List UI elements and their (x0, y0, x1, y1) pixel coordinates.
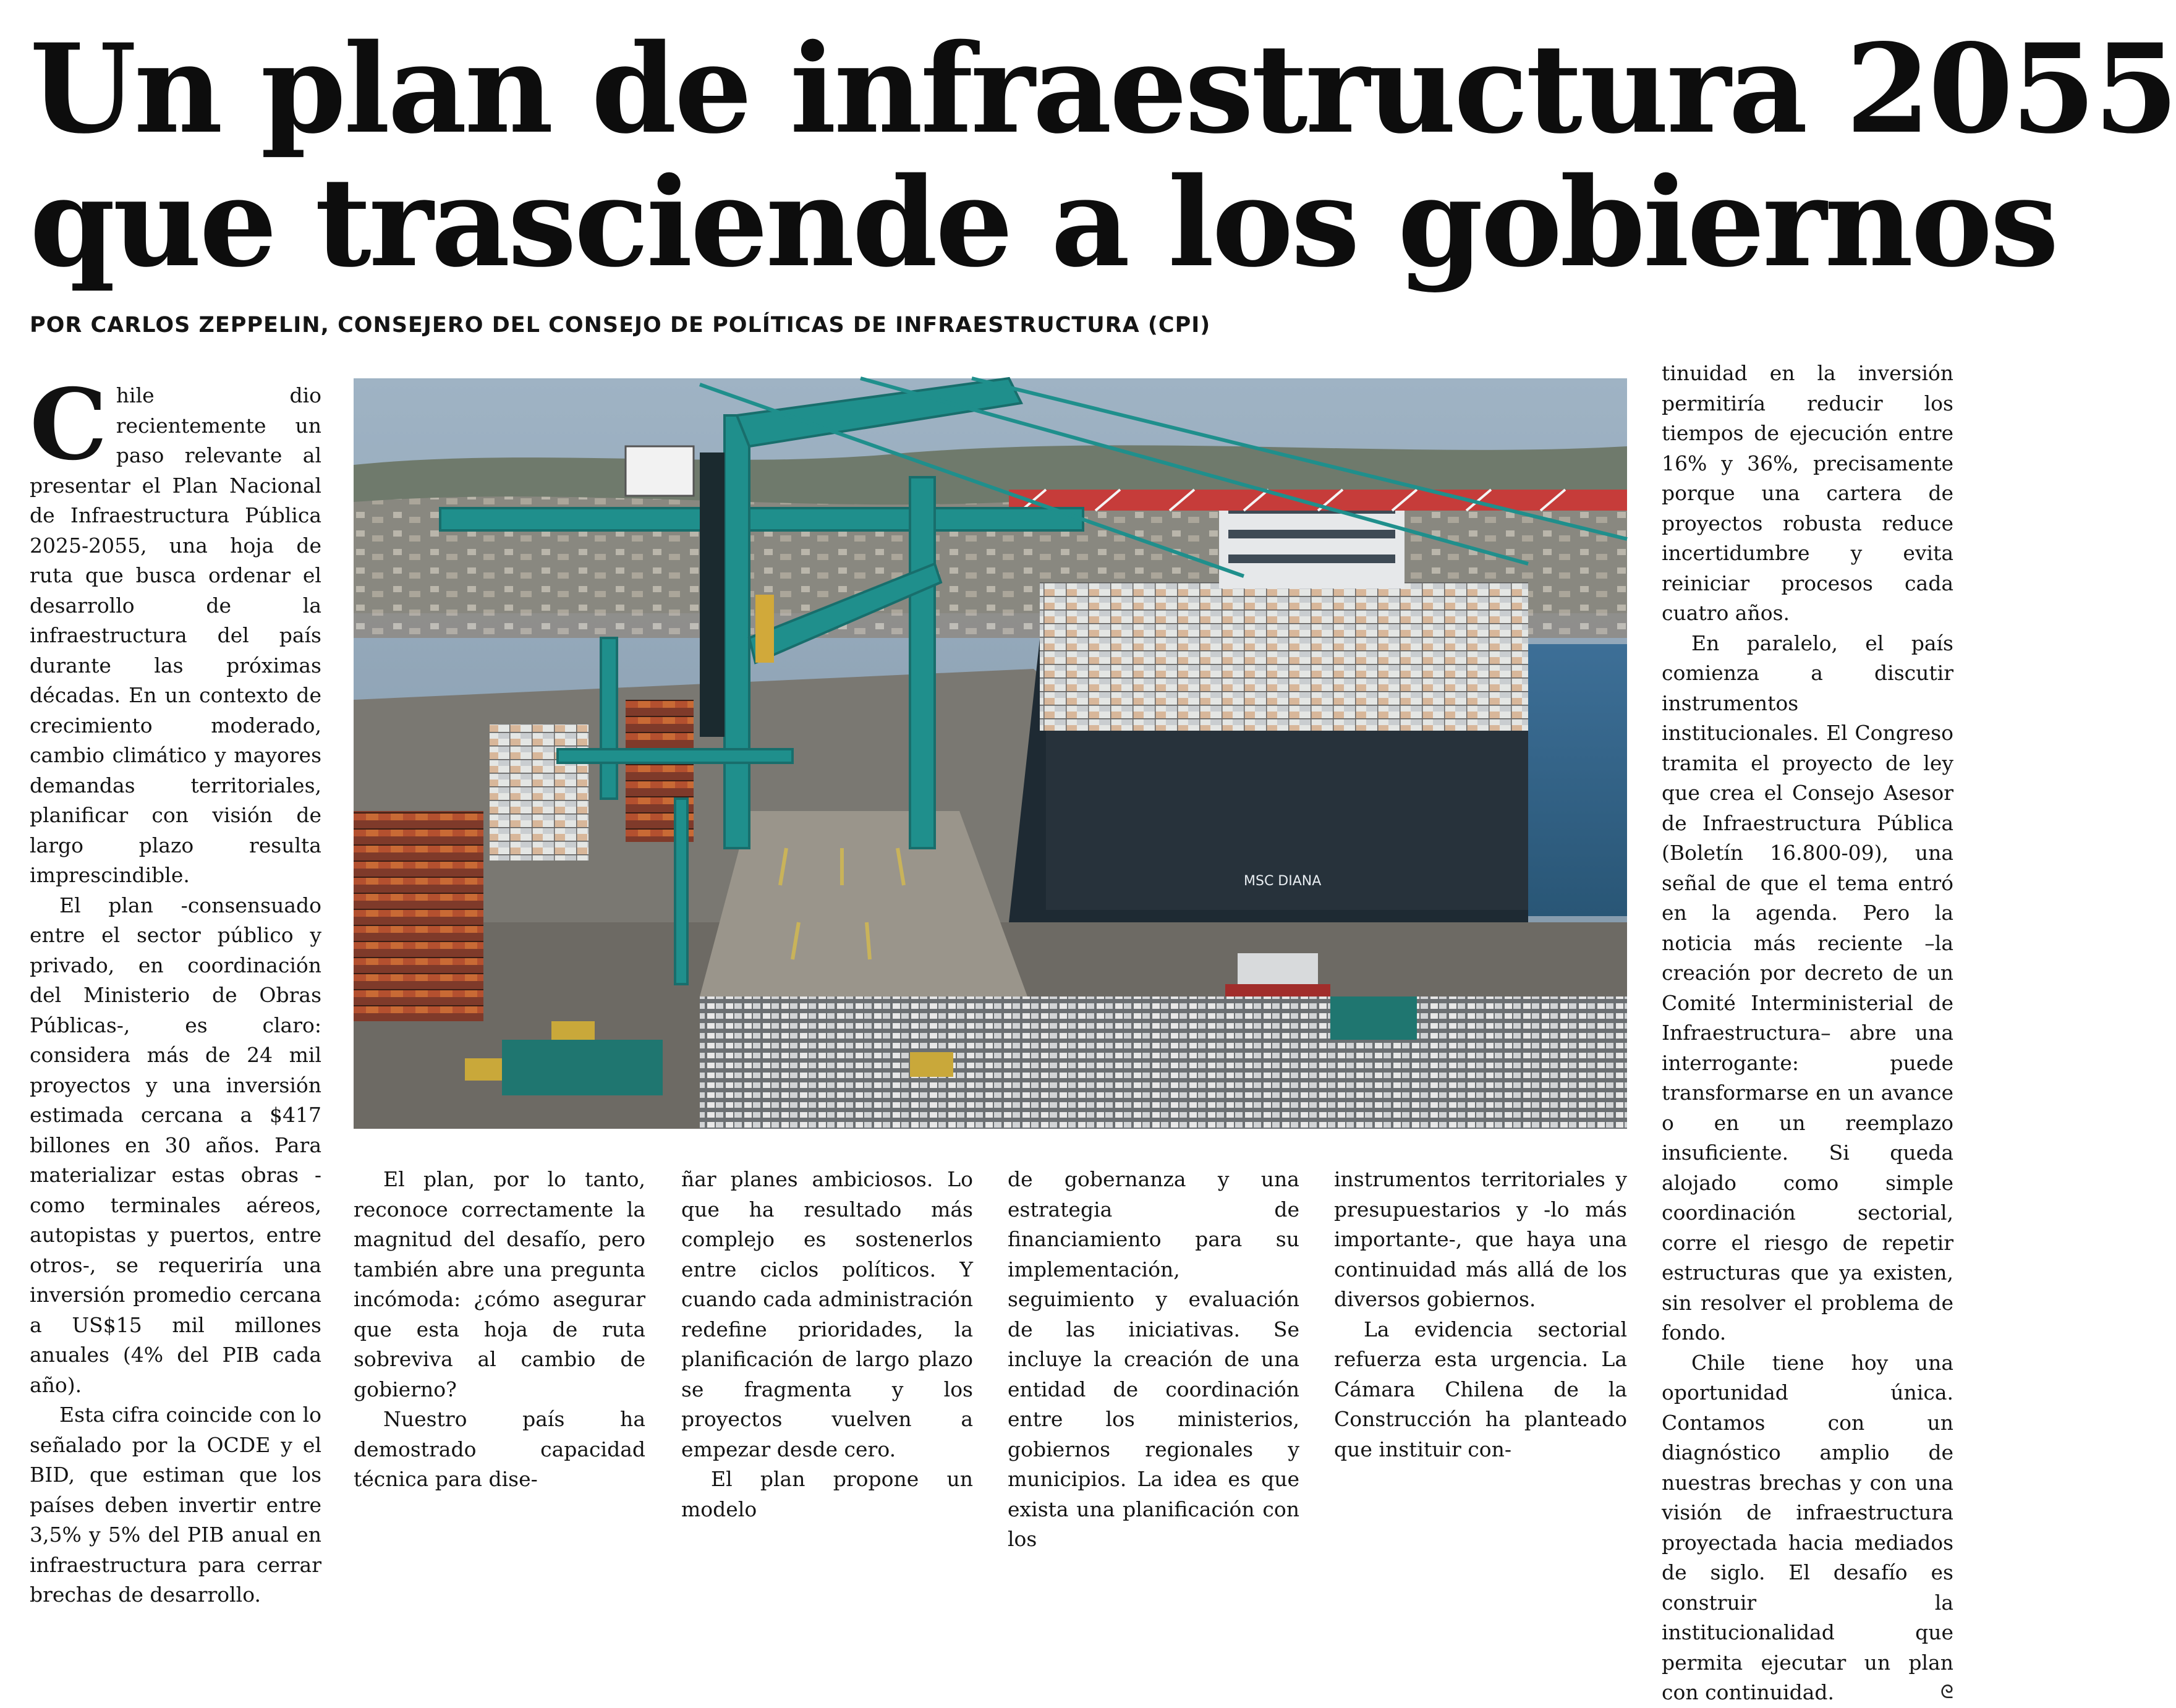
headline-line-1: Un plan de infraestructura 2055 (30, 17, 2176, 161)
article-column-2 (354, 1165, 645, 1491)
paragraph-12: En paralelo, el país comienza a discutir instrumentos institucionales. El Congreso tramita el proyecto de ley que crea el Consejo Asesor de Infraestructura Pública (Boletín 16.800-09), una señal de que el tema entró en la agenda. Pero la noticia más reciente –la creación por decreto de un Comité Interministerial de Infraestructura– abre una interrogante: puede transformarse en un avance o en un reemplazo insuficiente. Si queda alojado como simple coordinación sectorial, corre el riesgo de repetir estructuras que ya existen, sin resolver el problema de fondo. (1662, 631, 1953, 1345)
paragraph-11: tinuidad en la inversión permitiría reducir los tiempos de ejecución entre 16% y 36%, precisamente porque una cartera de proyectos robusta reduce incertidumbre y evita reiniciar procesos cada cuatro años. (1662, 361, 1953, 625)
article-column-4 (1008, 1165, 1299, 1551)
headline (30, 17, 2176, 294)
paragraph-6: ñar planes ambiciosos. Lo que ha resultado más complejo es sostenerlos entre ciclos políticos. Y cuando cada administración redefine prioridades, la planificación de largo plazo se fragmenta y los proyectos vuelven a empezar desde cero. (681, 1167, 973, 1461)
ship-name-text: MSC DIANA (1244, 873, 1322, 889)
container-port-illustration (354, 378, 1627, 1129)
paragraph-7: El plan propone un modelo (681, 1467, 973, 1521)
paragraph-9: instrumentos territoriales y presupuestarios y -lo más importante-, que haya una continuidad más allá de los diversos gobiernos. (1334, 1167, 1627, 1311)
article-column-5 (1334, 1165, 1627, 1461)
paragraph-5: Nuestro país ha demostrado capacidad técnica para dise- (354, 1407, 645, 1491)
drop-cap: C (30, 368, 108, 482)
port-photo (354, 378, 1627, 1129)
end-of-article-icon: ᘓ (1940, 1681, 1953, 1703)
byline: POR CARLOS ZEPPELIN, CONSEJERO DEL CONSEJO DE POLÍTICAS DE INFRAESTRUCTURA (CPI) (30, 313, 1211, 338)
paragraph-10: La evidencia sectorial refuerza esta urgencia. La Cámara Chilena de la Construcción ha planteado que instituir con- (1334, 1317, 1627, 1461)
headline-line-2: que trasciende a los gobiernos (30, 150, 2057, 294)
paragraph-8: de gobernanza y una estrategia de financiamiento para su implementación, seguimiento y evaluación de las iniciativas. Se incluye la creación de una entidad de coordinación entre los ministerios, gobiernos regionales y municipios. La idea es que exista una planificación con los (1008, 1167, 1299, 1551)
paragraph-2: El plan -consensuado entre el sector público y privado, en coordinación del Ministerio de Obras Públicas-, es claro: considera más de 24 mil proyectos y una inversión estimada cercana a $417 billones en 30 años. Para materializar estas obras -como terminales aéreos, autopistas y puertos, entre otros-, se requeriría una inversión promedio cercana a US$15 mil millones anuales (4% del PIB cada año). (30, 893, 321, 1397)
paragraph-4: El plan, por lo tanto, reconoce correctamente la magnitud del desafío, pero también abre una pregunta incómoda: ¿cómo asegurar que esta hoja de ruta sobreviva al cambio de gobierno? (354, 1167, 645, 1401)
article-column-3 (681, 1165, 973, 1521)
paragraph-3: Esta cifra coincide con lo señalado por la OCDE y el BID, que estiman que los países deben invertir entre 3,5% y 5% del PIB anual en infraestructura para cerrar brechas de desarrollo. (30, 1403, 321, 1607)
paragraph-1: Chile dio recientemente un paso relevante al presentar el Plan Nacional de Infraestructura Pública 2025-2055, una hoja de ruta que busca ordenar el desarrollo de la infraestructura del país durante las próximas décadas. En un contexto de crecimiento moderado, cambio climático y mayores demandas territoriales, planificar con visión de largo plazo resulta imprescindible. (30, 368, 321, 887)
article-column-6 (1662, 359, 1953, 1704)
article-column-1 (30, 368, 321, 1607)
paragraph-13: Chile tiene hoy una oportunidad única. Contamos con un diagnóstico amplio de nuestras brechas y con una visión de infraestructura proyectada hacia mediados de siglo. El desafío es construir la institucionalidad que permita ejecutar un plan con continuidad. ᘓ (1662, 1348, 1953, 1708)
